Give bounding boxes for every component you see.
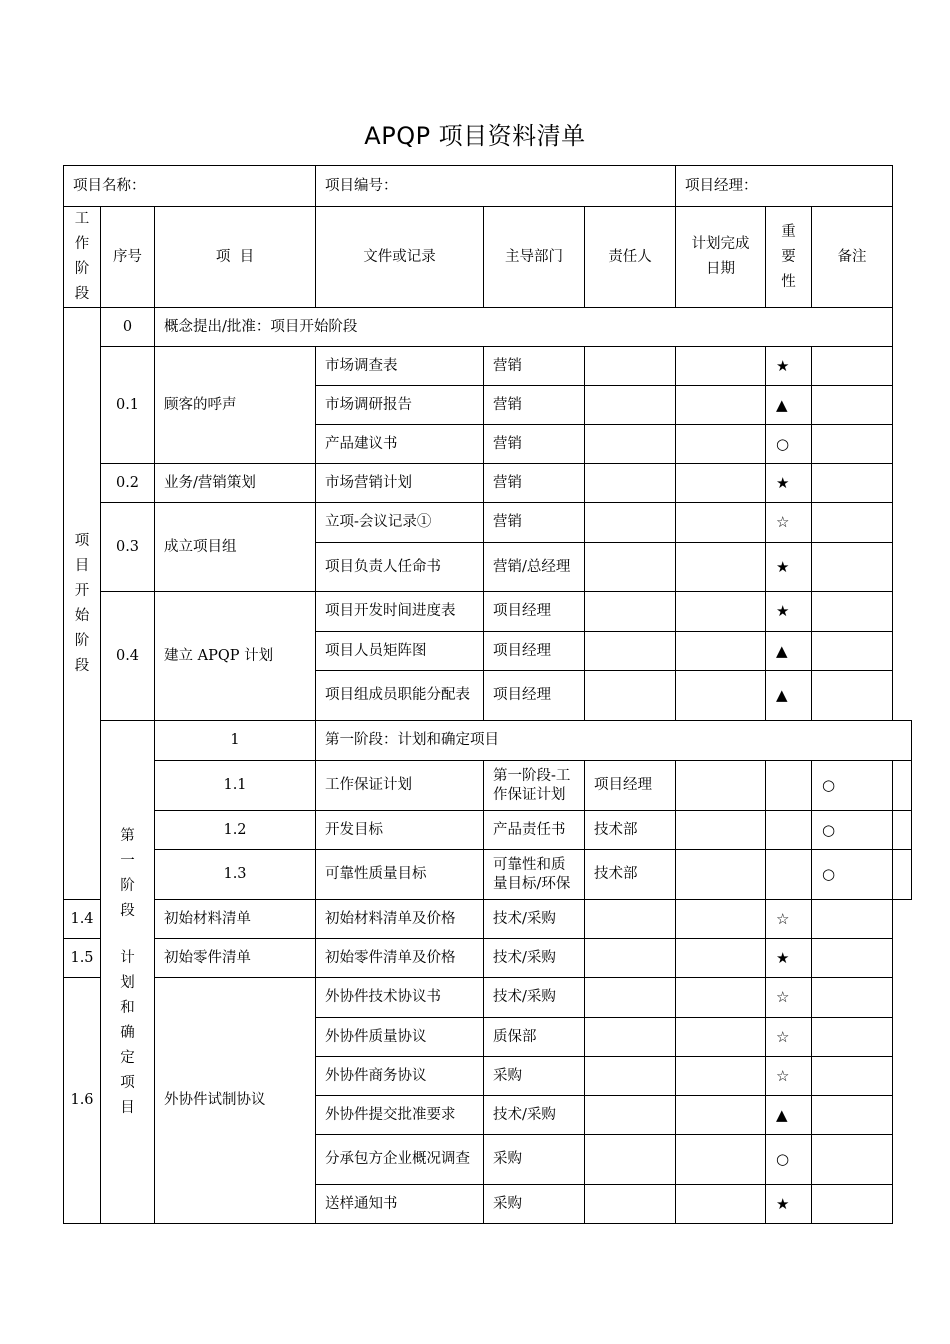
plan-date-cell [676, 1018, 766, 1057]
remark-cell [812, 632, 893, 671]
importance-cell: ★ [766, 543, 812, 592]
owner-cell [585, 939, 676, 978]
dept-cell: 项目经理 [484, 592, 585, 632]
plan-date-cell [766, 811, 812, 850]
stage0-heading-no: 0 [101, 308, 155, 347]
doc-cell: 外协件商务协议 [316, 1057, 484, 1096]
doc-cell: 可靠性和质量目标/环保 [484, 850, 585, 900]
importance-cell: ☆ [766, 503, 812, 543]
doc-cell: 外协件提交批准要求 [316, 1096, 484, 1135]
doc-cell: 项目开发时间进度表 [316, 592, 484, 632]
remark-cell [812, 671, 893, 721]
owner-cell [585, 978, 676, 1018]
owner-cell [585, 671, 676, 721]
plan-date-cell [676, 939, 766, 978]
plan-date-cell [676, 592, 766, 632]
plan-date-cell [766, 850, 812, 900]
owner-cell [585, 1096, 676, 1135]
owner-cell [585, 900, 676, 939]
doc-cell: 项目组成员职能分配表 [316, 671, 484, 721]
importance-cell: ▲ [766, 386, 812, 425]
item-no: 0.2 [101, 464, 155, 503]
owner-cell [585, 592, 676, 632]
dept-cell: 质保部 [484, 1018, 585, 1057]
remark-cell [812, 543, 893, 592]
dept-cell: 技术/采购 [484, 978, 585, 1018]
doc-cell: 外协件质量协议 [316, 1018, 484, 1057]
plan-date-cell [676, 1096, 766, 1135]
stage0-heading-row [64, 308, 912, 347]
plan-date-cell [676, 1057, 766, 1096]
dept-cell: 营销 [484, 503, 585, 543]
owner-cell [585, 503, 676, 543]
importance-cell: ★ [766, 464, 812, 503]
header-row [64, 207, 912, 308]
plan-date-cell [766, 761, 812, 811]
dept-cell: 营销 [484, 347, 585, 386]
remark-cell [812, 939, 893, 978]
header-dept: 主导部门 [484, 207, 585, 308]
remark-cell [812, 592, 893, 632]
stage0-heading-text: 概念提出/批准：项目开始阶段 [155, 308, 893, 347]
doc-cell: 送样通知书 [316, 1185, 484, 1224]
dept-cell: 营销 [484, 386, 585, 425]
owner-cell [585, 1185, 676, 1224]
owner-cell [585, 1018, 676, 1057]
plan-date-cell [676, 503, 766, 543]
owner-cell [585, 425, 676, 464]
item-name: 业务/营销策划 [155, 464, 316, 503]
page-title: APQP 项目资料清单 [364, 122, 586, 150]
owner-cell [585, 464, 676, 503]
item-name: 建立 APQP 计划 [155, 592, 316, 721]
header-stage: 工作阶段 [64, 207, 101, 308]
importance-cell: ★ [766, 347, 812, 386]
importance-cell: ☆ [766, 900, 812, 939]
header-doc: 文件或记录 [316, 207, 484, 308]
owner-cell [585, 543, 676, 592]
item-no: 1.1 [155, 761, 316, 811]
remark-cell [812, 1018, 893, 1057]
dept-cell: 技术部 [585, 811, 676, 850]
importance-cell: ☆ [766, 978, 812, 1018]
plan-date-cell [676, 347, 766, 386]
owner-cell [676, 761, 766, 811]
plan-date-cell [676, 1135, 766, 1185]
table-row [64, 939, 912, 978]
table-row [64, 347, 912, 386]
doc-cell: 初始零件清单及价格 [316, 939, 484, 978]
dept-cell: 采购 [484, 1135, 585, 1185]
dept-cell: 营销 [484, 464, 585, 503]
dept-cell: 项目经理 [484, 632, 585, 671]
importance-cell: ☆ [766, 1018, 812, 1057]
stage1-label: 第一阶段 计划和确定项目 [101, 721, 155, 1224]
doc-cell: 项目人员矩阵图 [316, 632, 484, 671]
remark-cell [893, 850, 912, 900]
remark-cell [812, 347, 893, 386]
plan-date-cell [676, 978, 766, 1018]
doc-cell: 分承包方企业概况调查 [316, 1135, 484, 1185]
plan-date-cell [676, 632, 766, 671]
header-seq: 序号 [101, 207, 155, 308]
project-manager-field: 项目经理： [676, 166, 893, 207]
table-row [64, 761, 912, 811]
stage0-label: 项目开始阶段 [64, 308, 101, 900]
header-plan-date: 计划完成日期 [676, 207, 766, 308]
dept-cell: 技术/采购 [484, 1096, 585, 1135]
item-name: 初始零件清单 [155, 939, 316, 978]
table-row [64, 811, 912, 850]
remark-cell [812, 503, 893, 543]
plan-date-cell [676, 386, 766, 425]
remark-cell [893, 811, 912, 850]
dept-cell: 项目经理 [585, 761, 676, 811]
owner-cell [585, 1057, 676, 1096]
item-no: 1.3 [155, 850, 316, 900]
item-no: 0.3 [101, 503, 155, 592]
remark-cell [812, 978, 893, 1018]
item-name: 初始材料清单 [155, 900, 316, 939]
plan-date-cell [676, 464, 766, 503]
doc-cell: 产品责任书 [484, 811, 585, 850]
importance-cell: ★ [766, 592, 812, 632]
stage1-heading-no: 1 [155, 721, 316, 761]
apqp-checklist-table [63, 165, 912, 1224]
plan-date-cell [676, 900, 766, 939]
table-row [64, 503, 912, 543]
importance-cell: ▲ [766, 671, 812, 721]
doc-cell: 外协件技术协议书 [316, 978, 484, 1018]
importance-cell: ★ [766, 939, 812, 978]
plan-date-cell [676, 671, 766, 721]
item-name: 外协件试制协议 [155, 978, 316, 1224]
item-no: 0.4 [101, 592, 155, 721]
remark-cell [812, 464, 893, 503]
remark-cell [812, 1057, 893, 1096]
plan-date-cell [676, 543, 766, 592]
dept-cell: 采购 [484, 1185, 585, 1224]
owner-cell [676, 811, 766, 850]
dept-cell: 技术/采购 [484, 900, 585, 939]
item-name: 成立项目组 [155, 503, 316, 592]
dept-cell: 营销/总经理 [484, 543, 585, 592]
importance-cell: ▲ [766, 1096, 812, 1135]
table-row [64, 464, 912, 503]
table-row [64, 978, 912, 1018]
table-row [64, 592, 912, 632]
header-owner: 责任人 [585, 207, 676, 308]
doc-cell: 市场调研报告 [316, 386, 484, 425]
plan-date-cell [676, 1185, 766, 1224]
importance-cell: ○ [812, 850, 893, 900]
doc-cell: 市场营销计划 [316, 464, 484, 503]
doc-cell: 初始材料清单及价格 [316, 900, 484, 939]
dept-cell: 技术/采购 [484, 939, 585, 978]
importance-cell: ▲ [766, 632, 812, 671]
importance-cell: ○ [766, 425, 812, 464]
doc-cell: 项目负责人任命书 [316, 543, 484, 592]
item-no: 1.6 [64, 978, 101, 1224]
importance-cell: ☆ [766, 1057, 812, 1096]
remark-cell [812, 1135, 893, 1185]
item-no: 1.2 [155, 811, 316, 850]
remark-cell [812, 1096, 893, 1135]
header-item: 项 目 [155, 207, 316, 308]
project-no-field: 项目编号： [316, 166, 676, 207]
dept-cell: 采购 [484, 1057, 585, 1096]
owner-cell [676, 850, 766, 900]
importance-cell: ★ [766, 1185, 812, 1224]
remark-cell [893, 761, 912, 811]
doc-cell: 产品建议书 [316, 425, 484, 464]
header-importance: 重要性 [766, 207, 812, 308]
item-no: 1.5 [64, 939, 101, 978]
dept-cell: 营销 [484, 425, 585, 464]
item-name: 顾客的呼声 [155, 347, 316, 464]
item-no: 1.4 [64, 900, 101, 939]
stage1-heading-row [64, 721, 912, 761]
doc-cell: 第一阶段-工作保证计划 [484, 761, 585, 811]
item-no: 0.1 [101, 347, 155, 464]
importance-cell: ○ [812, 811, 893, 850]
doc-cell: 立项-会议记录① [316, 503, 484, 543]
dept-cell: 项目经理 [484, 671, 585, 721]
doc-cell: 市场调查表 [316, 347, 484, 386]
plan-date-cell [676, 425, 766, 464]
dept-cell: 技术部 [585, 850, 676, 900]
owner-cell [585, 386, 676, 425]
header-remark: 备注 [812, 207, 893, 308]
item-name: 可靠性质量目标 [316, 850, 484, 900]
owner-cell [585, 347, 676, 386]
remark-cell [812, 1185, 893, 1224]
project-name-field: 项目名称： [64, 166, 316, 207]
table-row [64, 850, 912, 900]
importance-cell: ○ [812, 761, 893, 811]
remark-cell [812, 425, 893, 464]
owner-cell [585, 632, 676, 671]
importance-cell: ○ [766, 1135, 812, 1185]
stage1-heading-text: 第一阶段：计划和确定项目 [316, 721, 912, 761]
table-row [64, 900, 912, 939]
item-name: 工作保证计划 [316, 761, 484, 811]
remark-cell [812, 900, 893, 939]
info-row [64, 166, 912, 207]
remark-cell [812, 386, 893, 425]
item-name: 开发目标 [316, 811, 484, 850]
owner-cell [585, 1135, 676, 1185]
